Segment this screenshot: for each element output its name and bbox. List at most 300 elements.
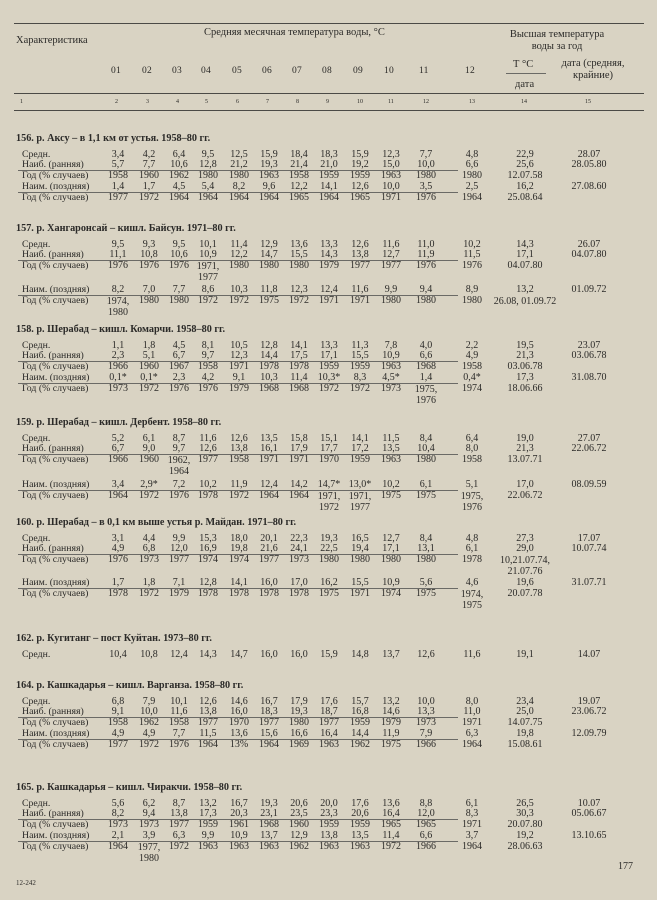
column-number: 6 bbox=[236, 99, 239, 105]
table-cell: 8,9 bbox=[465, 284, 479, 295]
table-cell: 1,8 bbox=[142, 340, 156, 351]
table-cell: 9,5 bbox=[172, 239, 186, 250]
table-cell: 1972 bbox=[229, 490, 249, 501]
table-cell: 13,8 bbox=[230, 443, 248, 454]
table-cell: 23,3 bbox=[320, 808, 338, 819]
table-cell: 19,2 bbox=[351, 159, 369, 170]
table-cell: 16,6 bbox=[290, 728, 308, 739]
table-cell: 1975 bbox=[416, 490, 436, 501]
table-cell: 30,3 bbox=[516, 808, 534, 819]
table-cell: 1978 bbox=[198, 588, 218, 599]
table-cell: 1978 bbox=[108, 588, 128, 599]
table-cell: 4,2 bbox=[142, 149, 156, 160]
table-cell: 1975, 1976 bbox=[414, 384, 438, 406]
table-cell: 6,7 bbox=[172, 350, 186, 361]
table-cell: 16,5 bbox=[351, 533, 369, 544]
table-cell: 1980 bbox=[319, 554, 339, 565]
table-cell: 1959 bbox=[350, 819, 370, 830]
table-cell: 12,7 bbox=[382, 533, 400, 544]
table-cell: 25,0 bbox=[516, 706, 534, 717]
table-cell: 9,7 bbox=[172, 443, 186, 454]
table-cell: 11,6 bbox=[463, 649, 481, 660]
table-cell: 14,7 bbox=[260, 249, 278, 260]
table-cell: 1978 bbox=[259, 588, 279, 599]
month-header: 11 bbox=[419, 66, 429, 76]
table-cell: 9,4 bbox=[419, 284, 433, 295]
table-cell: 1978 bbox=[259, 361, 279, 372]
table-cell: 19,3 bbox=[260, 159, 278, 170]
table-cell: 18,4 bbox=[290, 149, 308, 160]
section-title: 164. р. Кашкадарья – кишл. Варганза. 1958–80 гг. bbox=[16, 680, 244, 691]
table-cell: 1959 bbox=[198, 819, 218, 830]
table-cell: 21,3 bbox=[516, 350, 534, 361]
table-cell: 1973 bbox=[108, 383, 128, 394]
table-cell: 1980 bbox=[416, 295, 436, 306]
table-cell: 1958 bbox=[462, 454, 482, 465]
table-cell: 12,8 bbox=[199, 577, 217, 588]
table-cell: 12,9 bbox=[290, 830, 308, 841]
table-cell: 1964 bbox=[289, 490, 309, 501]
table-cell: 12,7 bbox=[382, 249, 400, 260]
table-cell: 10,4 bbox=[109, 649, 127, 660]
table-cell: 1960 bbox=[289, 819, 309, 830]
table-cell: 1973 bbox=[381, 383, 401, 394]
table-cell: 1977 bbox=[259, 554, 279, 565]
table-cell: 1980 bbox=[350, 554, 370, 565]
section-title: 162. р. Кугитанг – пост Куйтан. 1973–80 гг. bbox=[16, 633, 212, 644]
table-cell: 2,5 bbox=[465, 181, 479, 192]
table-cell: 1959 bbox=[319, 361, 339, 372]
table-cell: 4,2 bbox=[201, 372, 215, 383]
row-label: Год (% случаев) bbox=[22, 170, 89, 181]
table-cell: 15,1 bbox=[320, 433, 338, 444]
column-number: 14 bbox=[521, 99, 527, 105]
table-cell: 23.07 bbox=[577, 340, 601, 351]
table-cell: 1964 bbox=[259, 739, 279, 750]
table-cell: 6,8 bbox=[142, 543, 156, 554]
table-cell: 0,4* bbox=[463, 372, 481, 383]
table-cell: 14,4 bbox=[260, 350, 278, 361]
table-cell: 05.06.67 bbox=[571, 808, 607, 819]
table-cell: 10.07.74 bbox=[571, 543, 607, 554]
table-cell: 1971, 1977 bbox=[348, 491, 372, 513]
table-cell: 10,3 bbox=[260, 372, 278, 383]
table-cell: 1970 bbox=[229, 717, 249, 728]
table-cell: 29,0 bbox=[516, 543, 534, 554]
table-cell: 1,4 bbox=[111, 181, 125, 192]
table-cell: 11,1 bbox=[109, 249, 127, 260]
table-cell: 1961 bbox=[229, 819, 249, 830]
table-cell: 1963 bbox=[198, 841, 218, 852]
row-label: Год (% случаев) bbox=[22, 841, 89, 852]
table-cell: 2,3 bbox=[111, 350, 125, 361]
table-cell: 10,5 bbox=[230, 340, 248, 351]
table-cell: 8,0 bbox=[465, 696, 479, 707]
column-number: 7 bbox=[266, 99, 269, 105]
table-cell: 16,0 bbox=[290, 649, 308, 660]
table-cell: 3,5 bbox=[419, 181, 433, 192]
table-cell: 10.07 bbox=[577, 798, 601, 809]
table-cell: 1978 bbox=[229, 588, 249, 599]
column-number: 8 bbox=[296, 99, 299, 105]
table-cell: 1963 bbox=[319, 739, 339, 750]
table-cell: 10,0 bbox=[417, 696, 435, 707]
table-cell: 10,2 bbox=[382, 479, 400, 490]
table-cell: 10,6 bbox=[170, 249, 188, 260]
table-cell: 6,3 bbox=[465, 728, 479, 739]
row-label: Средн. bbox=[22, 649, 51, 660]
table-cell: 11,8 bbox=[260, 284, 278, 295]
row-label: Средн. bbox=[22, 533, 51, 544]
table-cell: 4,0 bbox=[419, 340, 433, 351]
table-cell: 13,0* bbox=[348, 479, 372, 490]
table-cell: 20,0 bbox=[320, 798, 338, 809]
table-cell: 14,7* bbox=[317, 479, 341, 490]
table-cell: 1967 bbox=[169, 361, 189, 372]
row-label: Наиб. (ранняя) bbox=[22, 443, 84, 454]
row-label: Средн. bbox=[22, 433, 51, 444]
table-cell: 25.08.64 bbox=[507, 192, 543, 203]
table-cell: 17,2 bbox=[351, 443, 369, 454]
section-title: 160. р. Шерабад – в 0,1 км выше устья р. Майдан. 1971–80 гг. bbox=[16, 517, 297, 528]
table-cell: 5,6 bbox=[419, 577, 433, 588]
table-cell: 1968 bbox=[259, 383, 279, 394]
table-cell: 12,2 bbox=[230, 249, 248, 260]
table-cell: 1959 bbox=[350, 170, 370, 181]
table-cell: 1958 bbox=[169, 717, 189, 728]
table-cell: 15,5 bbox=[290, 249, 308, 260]
table-cell: 12,4 bbox=[320, 284, 338, 295]
table-cell: 1977 bbox=[198, 454, 218, 465]
table-cell: 8,4 bbox=[419, 533, 433, 544]
table-cell: 16,7 bbox=[260, 696, 278, 707]
table-cell: 18.06.66 bbox=[507, 383, 543, 394]
table-cell: 13,2 bbox=[382, 696, 400, 707]
table-cell: 1979 bbox=[319, 260, 339, 271]
table-cell: 8,2 bbox=[111, 808, 125, 819]
table-cell: 26.08, 01.09.72 bbox=[493, 296, 557, 307]
month-header: 06 bbox=[262, 66, 272, 76]
month-header: 12 bbox=[465, 66, 475, 76]
table-cell: 08.09.59 bbox=[571, 479, 607, 490]
table-cell: 1963 bbox=[319, 841, 339, 852]
table-cell: 27.08.60 bbox=[571, 181, 607, 192]
table-cell: 10,9 bbox=[382, 577, 400, 588]
section-title: 159. р. Шерабад – кишл. Дербент. 1958–80 гг. bbox=[16, 417, 222, 428]
header-highest-temperature: Высшая температура воды за год bbox=[509, 29, 605, 52]
table-cell: 11,3 bbox=[351, 340, 369, 351]
table-cell: 12,4 bbox=[260, 479, 278, 490]
table-cell: 2,3 bbox=[172, 372, 186, 383]
table-cell: 1975 bbox=[381, 490, 401, 501]
table-cell: 24,1 bbox=[290, 543, 308, 554]
table-cell: 1976 bbox=[169, 739, 189, 750]
table-cell: 15,5 bbox=[351, 350, 369, 361]
table-cell: 20,6 bbox=[290, 798, 308, 809]
table-cell: 1972 bbox=[139, 192, 159, 203]
table-cell: 1,4 bbox=[419, 372, 433, 383]
table-cell: 12,6 bbox=[351, 181, 369, 192]
table-cell: 1972 bbox=[289, 295, 309, 306]
table-cell: 1971 bbox=[350, 588, 370, 599]
table-cell: 8,2 bbox=[111, 284, 125, 295]
table-cell: 9,7 bbox=[201, 350, 215, 361]
table-cell: 1980 bbox=[229, 170, 249, 181]
table-cell: 2,1 bbox=[111, 830, 125, 841]
row-label: Год (% случаев) bbox=[22, 361, 89, 372]
table-cell: 19,8 bbox=[230, 543, 248, 554]
table-cell: 16,1 bbox=[260, 443, 278, 454]
table-cell: 16,0 bbox=[230, 706, 248, 717]
row-label: Год (% случаев) bbox=[22, 739, 89, 750]
table-cell: 14,1 bbox=[290, 340, 308, 351]
table-cell: 13,8 bbox=[170, 808, 188, 819]
table-cell: 6,2 bbox=[142, 798, 156, 809]
table-cell: 10,9 bbox=[199, 249, 217, 260]
table-cell: 6,3 bbox=[172, 830, 186, 841]
table-cell: 6,1 bbox=[419, 479, 433, 490]
row-label: Год (% случаев) bbox=[22, 819, 89, 830]
row-label: Год (% случаев) bbox=[22, 554, 89, 565]
table-cell: 01.09.72 bbox=[571, 284, 607, 295]
table-cell: 12,8 bbox=[199, 159, 217, 170]
table-cell: 14,2 bbox=[290, 479, 308, 490]
table-cell: 12,6 bbox=[351, 239, 369, 250]
table-cell: 1972 bbox=[139, 739, 159, 750]
section-title: 165. р. Кашкадарья – кишл. Чиракчи. 1958–80 гг. bbox=[16, 782, 243, 793]
table-cell: 15,8 bbox=[290, 433, 308, 444]
table-cell: 13,3 bbox=[320, 340, 338, 351]
table-cell: 12,6 bbox=[417, 649, 435, 660]
table-cell: 16,4 bbox=[320, 728, 338, 739]
table-cell: 25,6 bbox=[516, 159, 534, 170]
table-cell: 12.07.58 bbox=[507, 170, 543, 181]
table-cell: 12,5 bbox=[230, 149, 248, 160]
table-cell: 03.06.78 bbox=[507, 361, 543, 372]
table-cell: 8,2 bbox=[232, 181, 246, 192]
table-cell: 19,5 bbox=[516, 340, 534, 351]
table-cell: 6,1 bbox=[465, 798, 479, 809]
table-cell: 1973 bbox=[108, 819, 128, 830]
header-t-date-rule bbox=[506, 73, 546, 74]
table-cell: 19,2 bbox=[516, 830, 534, 841]
table-cell: 1958 bbox=[229, 454, 249, 465]
table-cell: 16,0 bbox=[260, 577, 278, 588]
table-cell: 13,6 bbox=[290, 239, 308, 250]
table-cell: 17,1 bbox=[320, 350, 338, 361]
table-cell: 10,3 bbox=[230, 284, 248, 295]
table-cell: 1966 bbox=[416, 841, 436, 852]
table-cell: 1959 bbox=[319, 819, 339, 830]
table-cell: 3,9 bbox=[142, 830, 156, 841]
header-top-rule bbox=[14, 23, 644, 24]
table-cell: 10,0 bbox=[382, 181, 400, 192]
table-cell: 13,5 bbox=[382, 443, 400, 454]
table-cell: 1977 bbox=[198, 717, 218, 728]
table-cell: 7,7 bbox=[142, 159, 156, 170]
table-cell: 17,0 bbox=[516, 479, 534, 490]
table-cell: 13,8 bbox=[199, 706, 217, 717]
table-cell: 17,5 bbox=[290, 350, 308, 361]
table-cell: 12,6 bbox=[199, 443, 217, 454]
table-cell: 17.07 bbox=[577, 533, 601, 544]
table-cell: 19,1 bbox=[516, 649, 534, 660]
table-cell: 14.07.75 bbox=[507, 717, 543, 728]
table-cell: 14.07 bbox=[577, 649, 601, 660]
table-cell: 1980 bbox=[289, 717, 309, 728]
table-cell: 20,1 bbox=[260, 533, 278, 544]
row-label: Средн. bbox=[22, 798, 51, 809]
table-cell: 1960 bbox=[139, 361, 159, 372]
table-cell: 21,2 bbox=[230, 159, 248, 170]
table-cell: 1972 bbox=[139, 588, 159, 599]
table-cell: 16,2 bbox=[320, 577, 338, 588]
table-cell: 8,0 bbox=[465, 443, 479, 454]
table-cell: 14,6 bbox=[382, 706, 400, 717]
table-cell: 1968 bbox=[259, 819, 279, 830]
table-cell: 5,4 bbox=[201, 181, 215, 192]
table-cell: 13% bbox=[229, 739, 249, 750]
table-cell: 13.10.65 bbox=[571, 830, 607, 841]
table-cell: 12,6 bbox=[230, 433, 248, 444]
table-cell: 1971 bbox=[381, 192, 401, 203]
table-cell: 10,9 bbox=[230, 830, 248, 841]
table-cell: 10,1 bbox=[170, 696, 188, 707]
table-cell: 22.06.72 bbox=[571, 443, 607, 454]
table-cell: 15,9 bbox=[260, 149, 278, 160]
table-cell: 12,9 bbox=[260, 239, 278, 250]
table-cell: 12,3 bbox=[230, 350, 248, 361]
table-cell: 18,7 bbox=[320, 706, 338, 717]
table-cell: 1980 bbox=[416, 170, 436, 181]
table-cell: 15,0 bbox=[382, 159, 400, 170]
header-bottom-rule bbox=[14, 110, 644, 111]
row-label: Год (% случаев) bbox=[22, 295, 89, 306]
table-cell: 10,0 bbox=[417, 159, 435, 170]
month-header: 01 bbox=[111, 66, 121, 76]
table-cell: 6,8 bbox=[111, 696, 125, 707]
table-cell: 23.06.72 bbox=[571, 706, 607, 717]
month-header: 04 bbox=[201, 66, 211, 76]
table-cell: 1973 bbox=[139, 819, 159, 830]
table-cell: 19.07 bbox=[577, 696, 601, 707]
table-cell: 15,3 bbox=[199, 533, 217, 544]
table-cell: 1974 bbox=[198, 554, 218, 565]
table-cell: 1962 bbox=[139, 717, 159, 728]
table-cell: 1960 bbox=[139, 170, 159, 181]
table-cell: 17,1 bbox=[516, 249, 534, 260]
table-cell: 4,9 bbox=[111, 543, 125, 554]
table-cell: 9,3 bbox=[142, 239, 156, 250]
table-cell: 1958 bbox=[108, 717, 128, 728]
table-cell: 6,7 bbox=[111, 443, 125, 454]
table-cell: 1966 bbox=[416, 739, 436, 750]
table-cell: 1964 bbox=[169, 192, 189, 203]
table-cell: 4,9 bbox=[465, 350, 479, 361]
table-cell: 1964 bbox=[198, 739, 218, 750]
table-cell: 1,8 bbox=[142, 577, 156, 588]
table-cell: 22,9 bbox=[516, 149, 534, 160]
table-cell: 4,5 bbox=[172, 181, 186, 192]
table-cell: 14,1 bbox=[320, 181, 338, 192]
section-title: 157. р. Хангаронсай – кишл. Байсун. 1971–80 гг. bbox=[16, 223, 236, 234]
table-cell: 1959 bbox=[350, 361, 370, 372]
table-cell: 16,0 bbox=[260, 649, 278, 660]
print-code: 12-242 bbox=[16, 879, 36, 887]
table-cell: 1971, 1977 bbox=[196, 261, 220, 283]
table-cell: 1977 bbox=[259, 717, 279, 728]
table-cell: 1971 bbox=[350, 295, 370, 306]
table-cell: 28.07 bbox=[577, 149, 601, 160]
table-cell: 5,1 bbox=[465, 479, 479, 490]
table-cell: 1964 bbox=[108, 841, 128, 852]
table-cell: 10,1 bbox=[199, 239, 217, 250]
table-cell: 22.06.72 bbox=[507, 490, 543, 501]
table-cell: 9,9 bbox=[384, 284, 398, 295]
table-cell: 16,4 bbox=[382, 808, 400, 819]
table-cell: 1971, 1972 bbox=[317, 491, 341, 513]
table-cell: 27.07 bbox=[577, 433, 601, 444]
table-cell: 1965 bbox=[350, 192, 370, 203]
table-cell: 10,2 bbox=[199, 479, 217, 490]
header-monthly-temperature: Средняя месячная температура воды, °С bbox=[204, 27, 385, 38]
table-cell: 1980 bbox=[462, 295, 482, 306]
table-cell: 1979 bbox=[169, 588, 189, 599]
column-number: 5 bbox=[205, 99, 208, 105]
table-cell: 7,7 bbox=[172, 284, 186, 295]
row-label: Наим. (поздняя) bbox=[22, 181, 90, 192]
table-cell: 1964 bbox=[259, 490, 279, 501]
table-cell: 1980 bbox=[381, 295, 401, 306]
table-cell: 22,5 bbox=[320, 543, 338, 554]
table-cell: 3,4 bbox=[111, 479, 125, 490]
table-cell: 1964 bbox=[259, 192, 279, 203]
table-cell: 2,2 bbox=[465, 340, 479, 351]
table-cell: 13,7 bbox=[382, 649, 400, 660]
table-cell: 1962 bbox=[350, 739, 370, 750]
column-number: 3 bbox=[146, 99, 149, 105]
table-cell: 21,3 bbox=[516, 443, 534, 454]
table-cell: 1970 bbox=[319, 454, 339, 465]
table-cell: 10,21.07.74, 21.07.76 bbox=[500, 555, 550, 577]
table-cell: 19,8 bbox=[516, 728, 534, 739]
table-cell: 1972 bbox=[319, 383, 339, 394]
table-cell: 11,4 bbox=[382, 830, 400, 841]
header-date-label: дата bbox=[515, 79, 535, 90]
table-cell: 04.07.80 bbox=[507, 260, 543, 271]
table-cell: 1972 bbox=[381, 841, 401, 852]
table-cell: 8,7 bbox=[172, 798, 186, 809]
table-cell: 5,7 bbox=[111, 159, 125, 170]
table-cell: 1972 bbox=[139, 383, 159, 394]
month-header: 07 bbox=[292, 66, 302, 76]
table-cell: 11,5 bbox=[199, 728, 217, 739]
table-cell: 1980 bbox=[462, 170, 482, 181]
table-cell: 14,1 bbox=[230, 577, 248, 588]
table-cell: 1960 bbox=[139, 454, 159, 465]
table-cell: 1973 bbox=[139, 554, 159, 565]
table-cell: 4,4 bbox=[142, 533, 156, 544]
table-cell: 14,7 bbox=[230, 649, 248, 660]
row-label: Год (% случаев) bbox=[22, 717, 89, 728]
table-cell: 1958 bbox=[462, 361, 482, 372]
table-cell: 13,2 bbox=[199, 798, 217, 809]
table-cell: 10,4 bbox=[417, 443, 435, 454]
table-cell: 6,6 bbox=[465, 159, 479, 170]
table-cell: 7,0 bbox=[142, 284, 156, 295]
table-cell: 11,0 bbox=[417, 239, 435, 250]
table-cell: 1975 bbox=[381, 739, 401, 750]
